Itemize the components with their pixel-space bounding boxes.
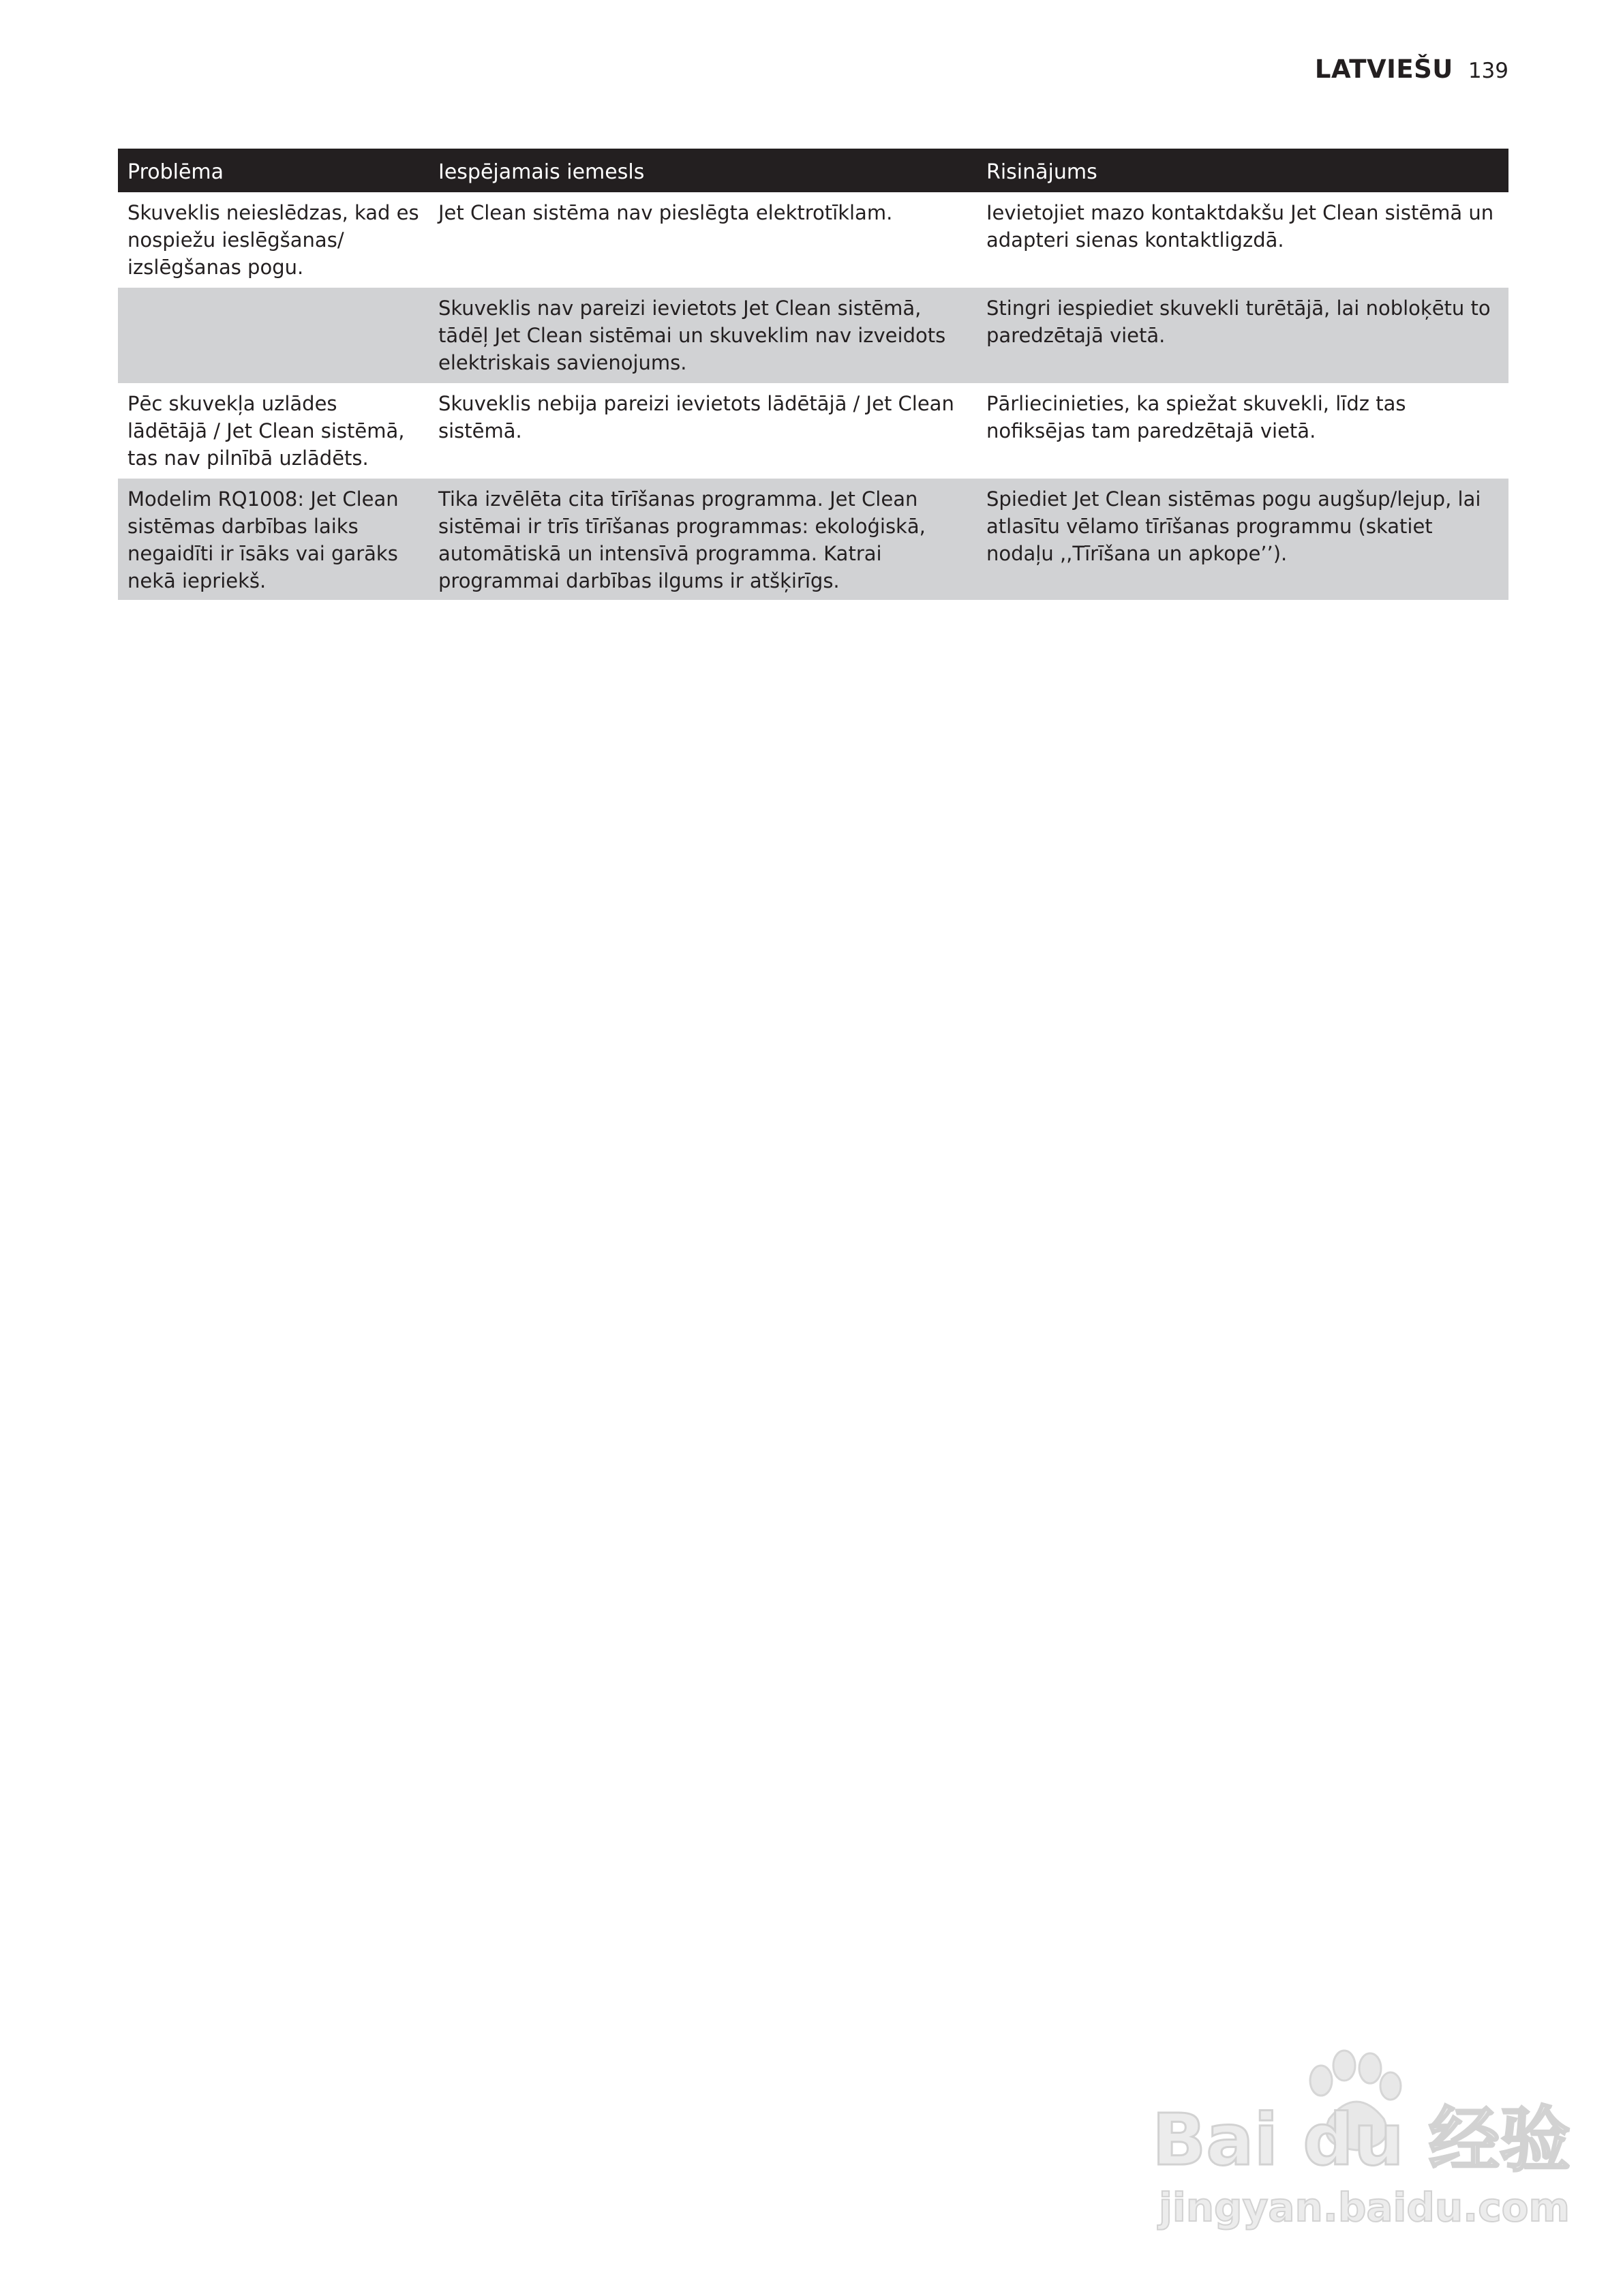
cause-cell: Skuveklis nebija pareizi ievietots lādētājā / Jet Clean sistēmā. bbox=[438, 392, 954, 442]
problem-cell bbox=[118, 288, 429, 383]
column-header-solution: Risinājums bbox=[977, 149, 1508, 192]
page-number: 139 bbox=[1468, 59, 1508, 83]
baidu-watermark-logo bbox=[1145, 2038, 1571, 2243]
solution-cell: Pārliecinieties, ka spiežat skuvekli, līdz tas nofiksējas tam paredzētajā vietā. bbox=[986, 392, 1406, 442]
cause-cell: Tika izvēlēta cita tīrīšanas programma. Jet Clean sistēmai ir trīs tīrīšanas programmas: ekoloģiskā, automātiskā un intensīvā programma. Katrai programmai darbības ilgums ir atšķirīgs. bbox=[429, 479, 977, 600]
table-header-row bbox=[118, 149, 1508, 192]
watermark-url: jingyan.baidu.com bbox=[1159, 2184, 1570, 2231]
table-row bbox=[118, 479, 1508, 600]
problem-cell: Pēc skuvekļa uzlādes lādētājā / Jet Clean sistēmā, tas nav pilnībā uzlādēts. bbox=[127, 392, 405, 470]
column-header-problem: Problēma bbox=[118, 149, 429, 192]
watermark-logo-text: Bai du 经验 bbox=[1152, 2098, 1571, 2181]
table-row bbox=[118, 192, 1508, 288]
page-header bbox=[1315, 55, 1508, 84]
table-row bbox=[118, 288, 1508, 383]
problem-cell: Skuveklis neieslēdzas, kad es nospiežu ieslēgšanas/ izslēgšanas pogu. bbox=[127, 201, 419, 279]
section-title: LATVIEŠU bbox=[1314, 55, 1453, 84]
cause-cell: Skuveklis nav pareizi ievietots Jet Clean sistēmā, tādēļ Jet Clean sistēmai un skuveklim nav izveidots elektriskais savienojums. bbox=[429, 288, 977, 383]
solution-cell: Spiediet Jet Clean sistēmas pogu augšup/lejup, lai atlasītu vēlamo tīrīšanas programmu (skatiet nodaļu ,,Tīrīšana un apkope’’). bbox=[977, 479, 1508, 600]
column-header-cause: Iespējamais iemesls bbox=[429, 149, 977, 192]
solution-cell: Stingri iespiediet skuvekli turētājā, lai nobloķētu to paredzētajā vietā. bbox=[977, 288, 1508, 383]
table-row bbox=[118, 383, 1508, 479]
problem-cell: Modelim RQ1008: Jet Clean sistēmas darbības laiks negaidīti ir īsāks vai garāks nekā iepriekš. bbox=[118, 479, 429, 600]
troubleshooting-table bbox=[118, 149, 1508, 600]
solution-cell: Ievietojiet mazo kontaktdakšu Jet Clean sistēmā un adapteri sienas kontaktligzdā. bbox=[986, 201, 1494, 252]
cause-cell: Jet Clean sistēma nav pieslēgta elektrotīklam. bbox=[438, 201, 893, 224]
